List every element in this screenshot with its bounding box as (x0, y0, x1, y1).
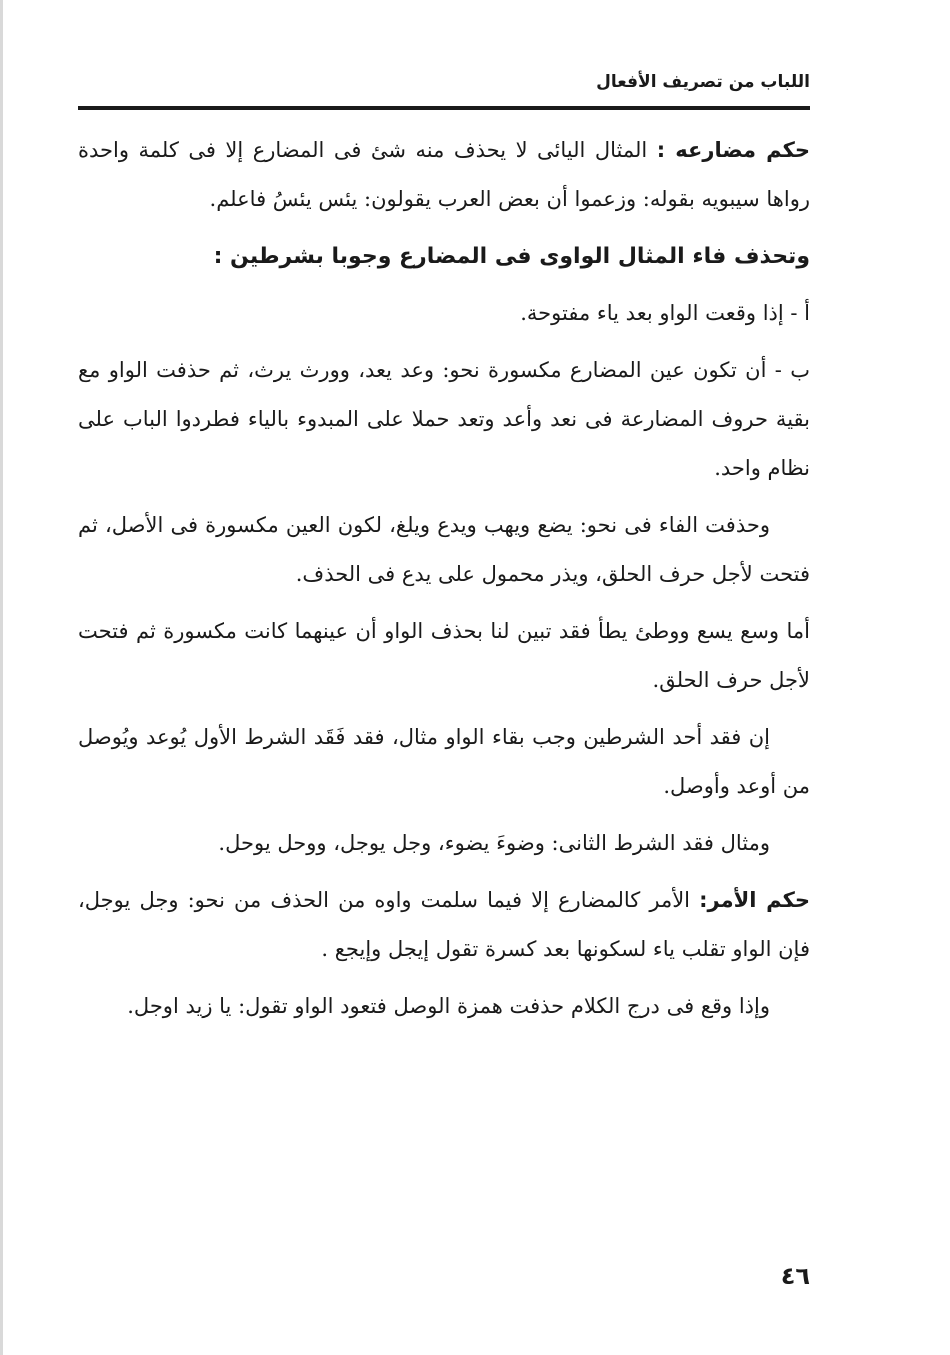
condition-item-b: ب - أن تكون عين المضارع مكسورة نحو: وعد يعد، وورث يرث، ثم حذفت الواو مع بقية حروف المضارعة فى نعد وأعد وتعد حملا على المبدوء بالياء فطردوا الباب على نظام واحد. (78, 358, 811, 480)
paragraph-text: المثال اليائى لا يحذف منه شئ فى المضارع إلا فى كلمة واحدة رواها سيبويه بقوله: وزعموا أن بعض العرب يقولون: يئس يئسُ فاعلم. (78, 138, 810, 211)
paragraph-wasi-watia: أما وسع يسع ووطئ يطأ فقد تبين لنا بحذف الواو أن عينهما كانت مكسورة ثم فتحت لأجل حرف الحلق. (78, 619, 810, 692)
paragraph-fa-deletion: وحذفت الفاء فى نحو: يضع ويهب ويدع ويلغ، لكون العين مكسورة فى الأصل، ثم فتحت لأجل حرف الحلق، ويذر محمول على يدع فى الحذف. (78, 513, 810, 586)
paragraph-conditions-lost: إن فقد أحد الشرطين وجب بقاء الواو مثال، فقد فَقَد الشرط الأول يُوعد ويُوصل من أوعد وأوصل. (78, 725, 810, 798)
condition-item-a: أ - إذا وقعت الواو بعد ياء مفتوحة. (520, 301, 810, 325)
page-number: ٤٦ (780, 1262, 810, 1290)
page-edge-shadow (0, 0, 3, 1355)
paragraph-second-condition-example: ومثال فقد الشرط الثانى: وضوءَ يضوء، وجل يوجل، ووحل يوحل. (218, 831, 770, 855)
paragraph-text: الأمر كالمضارع إلا فيما سلمت واوه من الحذف من نحو: وجل يوجل، فإن الواو تقلب ياء لسكونها بعد كسرة تقول إيجل وإيجع . (78, 888, 810, 961)
section-label-amr: حكم الأمر: (699, 888, 810, 912)
header-rule (78, 106, 810, 110)
paragraph-mudari-rule (78, 126, 810, 224)
page-body (78, 126, 810, 1039)
paragraph-amr-rule (78, 876, 810, 974)
paragraph-hamzat-wasl: وإذا وقع فى درج الكلام حذفت همزة الوصل فتعود الواو تقول: يا زيد اوجل. (127, 994, 770, 1018)
section-heading-waw-deletion: وتحذف فاء المثال الواوى فى المضارع وجوبا بشرطين : (213, 244, 810, 269)
running-header-title: اللباب من تصريف الأفعال (596, 72, 810, 92)
section-label-mudari: حكم مضارعه : (656, 138, 810, 162)
